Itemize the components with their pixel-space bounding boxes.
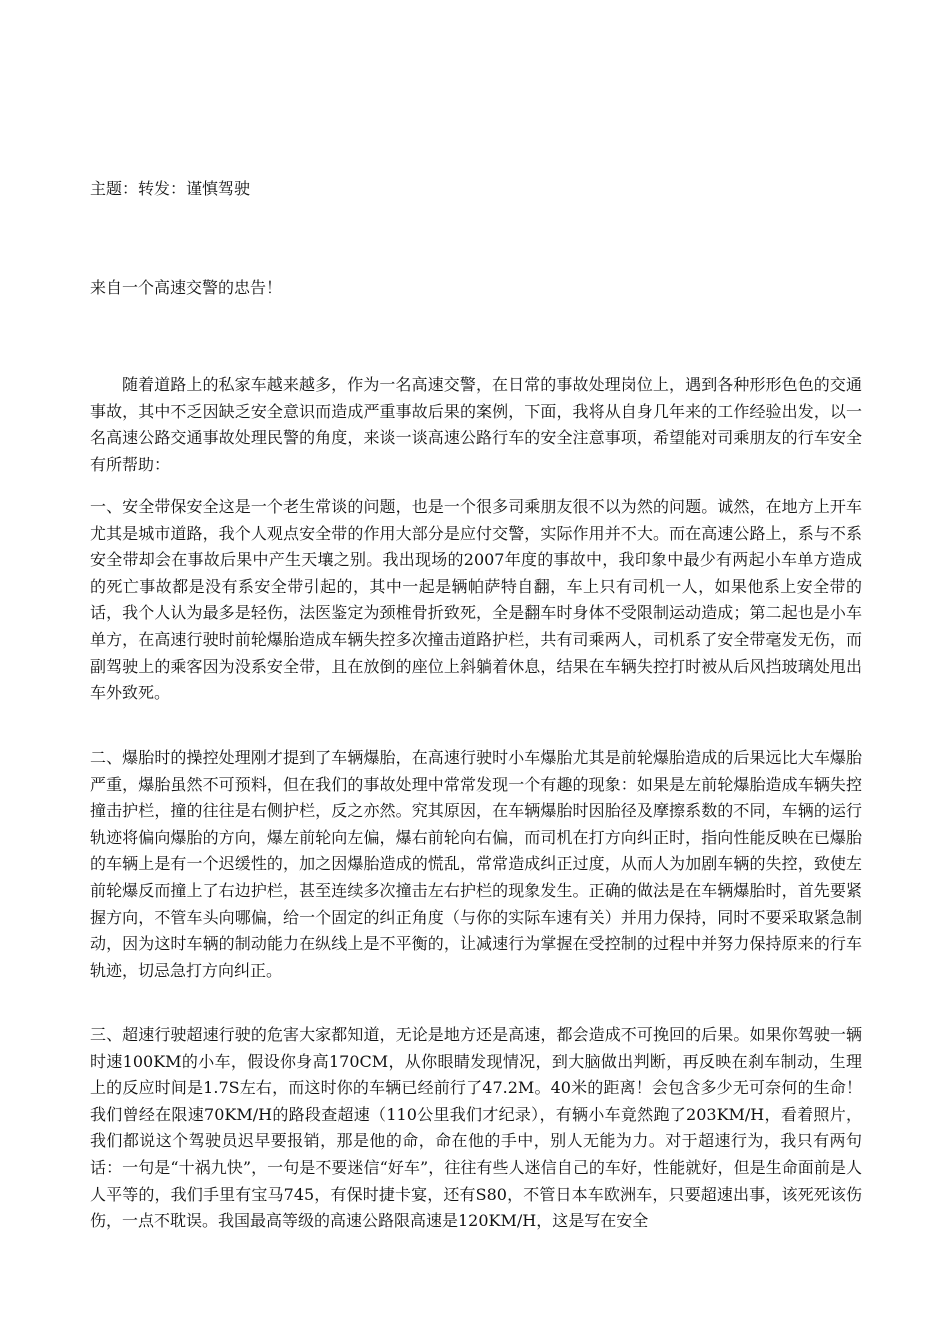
email-source-line: 来自一个高速交警的忠告！ — [90, 278, 283, 297]
email-subject: 主题：转发：谨慎驾驶 — [90, 179, 251, 198]
speeding-paragraph: 三、超速行驶超速行驶的危害大家都知道，无论是地方还是高速，都会造成不可挽回的后果。如果你驾驶一辆时速100KM的小车，假设你身高170CM，从你眼睛发现情况，到大脑做出判断，再反映在刹车制动，生理上的反应时间是1.7S左右，而这时你的车辆已经前行了47.2M。40米的距离！会包含多少无可奈何的生命！我们曾经在限速70KM/H的路段查超速（110公里我们才纪录），有辆小车竟然跑了203KM/H，看着照片，我们都说这个驾驶员迟早要报销，那是他的命，命在他的手中，别人无能为力。对于超速行为，我只有两句话：一句是“十祸九快”，一句是不要迷信“好车”，往往有些人迷信自己的车好，性能就好，但是生命面前是人人平等的，我们手里有宝马745，有保时捷卡宴，还有S80，不管日本车欧洲车，只要超速出事，该死死该伤伤，一点不耽误。我国最高等级的高速公路限高速是120KM/H，这是写在安全 — [90, 1025, 862, 1231]
tire-blowout-paragraph: 二、爆胎时的操控处理刚才提到了车辆爆胎，在高速行驶时小车爆胎尤其是前轮爆胎造成的后果远比大车爆胎严重，爆胎虽然不可预料，但在我们的事故处理中常常发现一个有趣的现象：如果是左前轮爆胎造成车辆失控撞击护栏，撞的往往是右侧护栏，反之亦然。究其原因，在车辆爆胎时因胎径及摩擦系数的不同，车辆的运行轨迹将偏向爆胎的方向，爆左前轮向左偏，爆右前轮向右偏，而司机在打方向纠正时，指向性能反映在已爆胎的车辆上是有一个迟缓性的，加之因爆胎造成的慌乱，常常造成纠正过度，从而人为加剧车辆的失控，致使左前轮爆反而撞上了右边护栏，甚至连续多次撞击左右护栏的现象发生。正确的做法是在车辆爆胎时，首先要紧握方向，不管车头向哪偏，给一个固定的纠正角度（与你的实际车速有关）并用力保持，同时不要采取紧急制动，因为这时车辆的制动能力在纵线上是不平衡的，让减速行为掌握在受控制的过程中并努力保持原来的行车轨迹，切忌急打方向纠正。 — [90, 748, 862, 980]
seatbelt-paragraph: 一、安全带保安全这是一个老生常谈的问题，也是一个很多司乘朋友很不以为然的问题。诚然，在地方上开车尤其是城市道路，我个人观点安全带的作用大部分是应付交警，实际作用并不大。而在高速公路上，系与不系安全带却会在事故后果中产生天壤之别。我出现场的2007年度的事故中，我印象中最少有两起小车单方造成的死亡事故都是没有系安全带引起的，其中一起是辆帕萨特自翻，车上只有司机一人，如果他系上安全带的话，我个人认为最多是轻伤，法医鉴定为颈椎骨折致死，全是翻车时身体不受限制运动造成；第二起也是小车单方，在高速行驶时前轮爆胎造成车辆失控多次撞击道路护栏，共有司乘两人，司机系了安全带毫发无伤，而副驾驶上的乘客因为没系安全带，且在放倒的座位上斜躺着休息，结果在车辆失控打时被从后风挡玻璃处甩出车外致死。 — [90, 497, 862, 703]
intro-paragraph: 随着道路上的私家车越来越多，作为一名高速交警，在日常的事故处理岗位上，遇到各种形形色色的交通事故，其中不乏因缺乏安全意识而造成严重事故后果的案例，下面，我将从自身几年来的工作经验出发，以一名高速公路交通事故处理民警的角度，来谈一谈高速公路行车的安全注意事项，希望能对司乘朋友的行车安全有所帮助： — [90, 375, 862, 474]
